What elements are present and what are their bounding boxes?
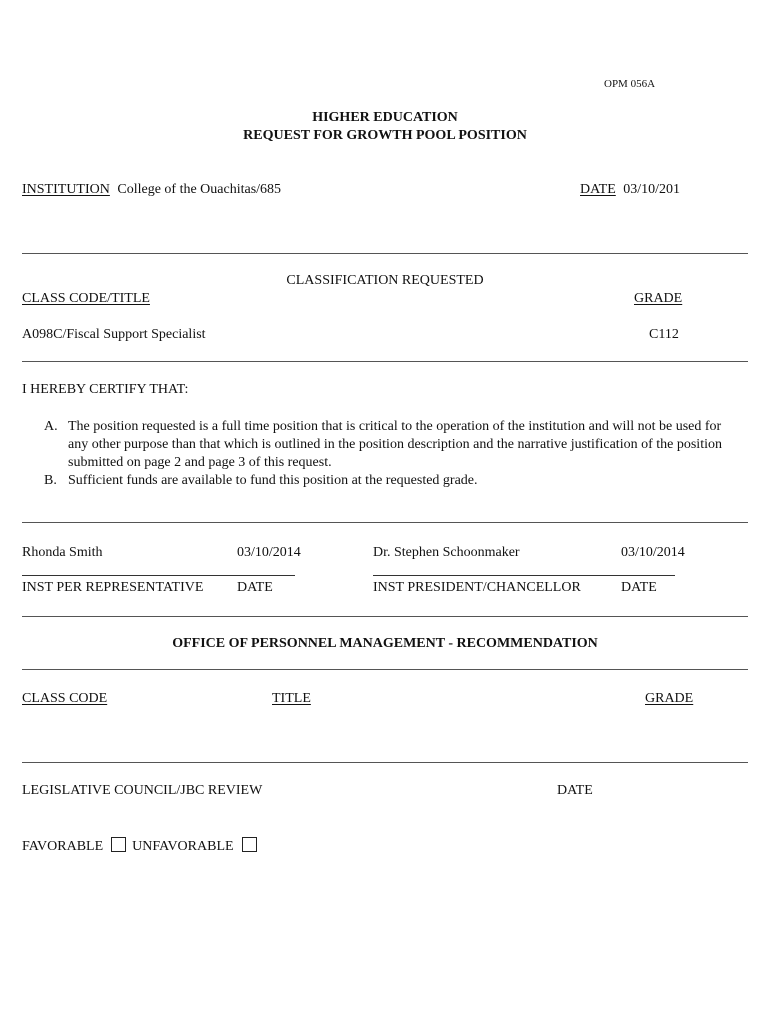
rep-date: 03/10/2014 bbox=[237, 545, 301, 560]
legislative-date-label: DATE bbox=[557, 783, 593, 798]
certify-item-a-text: The position requested is a full time position that is critical to the operation of the institution and will not be used for any other purpose than that which is outlined in the position description and the narrative justification of the position submitted on page 2 and page 3 of this request. bbox=[68, 419, 722, 470]
date-value: 03/10/201 bbox=[623, 182, 681, 197]
classification-heading-text: CLASSIFICATION REQUESTED bbox=[286, 273, 484, 288]
president-signature-line bbox=[373, 575, 675, 576]
certify-item-a bbox=[44, 418, 744, 472]
date-label: DATE bbox=[580, 182, 616, 197]
certify-list bbox=[44, 418, 744, 490]
classification-heading bbox=[0, 274, 770, 288]
certify-item-b-mark: B. bbox=[44, 473, 57, 488]
divider-1 bbox=[22, 253, 748, 254]
divider-4 bbox=[22, 616, 748, 617]
form-title-line2: REQUEST FOR GROWTH POOL POSITION bbox=[243, 128, 527, 143]
institution-label: INSTITUTION bbox=[22, 182, 110, 197]
divider-2 bbox=[22, 361, 748, 362]
class-code-title-label: CLASS CODE/TITLE bbox=[22, 291, 150, 306]
president-name: Dr. Stephen Schoonmaker bbox=[373, 545, 520, 560]
rep-label: INST PER REPRESENTATIVE bbox=[22, 580, 204, 595]
certify-heading: I HEREBY CERTIFY THAT: bbox=[22, 382, 189, 397]
opm-heading: OFFICE OF PERSONNEL MANAGEMENT - RECOMMENDATION bbox=[172, 636, 598, 651]
opm-class-code-label: CLASS CODE bbox=[22, 691, 108, 706]
president-date: 03/10/2014 bbox=[621, 545, 685, 560]
class-code-title-value: A098C/Fiscal Support Specialist bbox=[22, 327, 206, 342]
institution-value: College of the Ouachitas/685 bbox=[117, 182, 282, 197]
form-title-line1: HIGHER EDUCATION bbox=[312, 110, 458, 125]
institution-row bbox=[22, 183, 281, 197]
rep-date-label: DATE bbox=[237, 580, 273, 595]
opm-grade-label: GRADE bbox=[645, 691, 694, 706]
rep-name: Rhonda Smith bbox=[22, 545, 103, 560]
favorable-checkbox[interactable] bbox=[111, 837, 126, 852]
president-date-label: DATE bbox=[621, 580, 657, 595]
review-options bbox=[22, 837, 263, 854]
date-row bbox=[580, 183, 680, 197]
certify-item-b-text: Sufficient funds are available to fund this position at the requested grade. bbox=[68, 473, 478, 488]
form-code: OPM 056A bbox=[604, 78, 656, 90]
divider-3 bbox=[22, 522, 748, 523]
legislative-label: LEGISLATIVE COUNCIL/JBC REVIEW bbox=[22, 783, 263, 798]
grade-label: GRADE bbox=[634, 291, 683, 306]
opm-title-label: TITLE bbox=[272, 691, 311, 706]
president-label: INST PRESIDENT/CHANCELLOR bbox=[373, 580, 581, 595]
favorable-label: FAVORABLE bbox=[22, 839, 104, 854]
certify-item-b bbox=[44, 472, 744, 490]
divider-6 bbox=[22, 762, 748, 763]
grade-value: C112 bbox=[649, 327, 679, 342]
unfavorable-checkbox[interactable] bbox=[242, 837, 257, 852]
rep-signature-line bbox=[22, 575, 295, 576]
certify-item-a-mark: A. bbox=[44, 419, 58, 434]
unfavorable-label: UNFAVORABLE bbox=[132, 839, 234, 854]
divider-5 bbox=[22, 669, 748, 670]
